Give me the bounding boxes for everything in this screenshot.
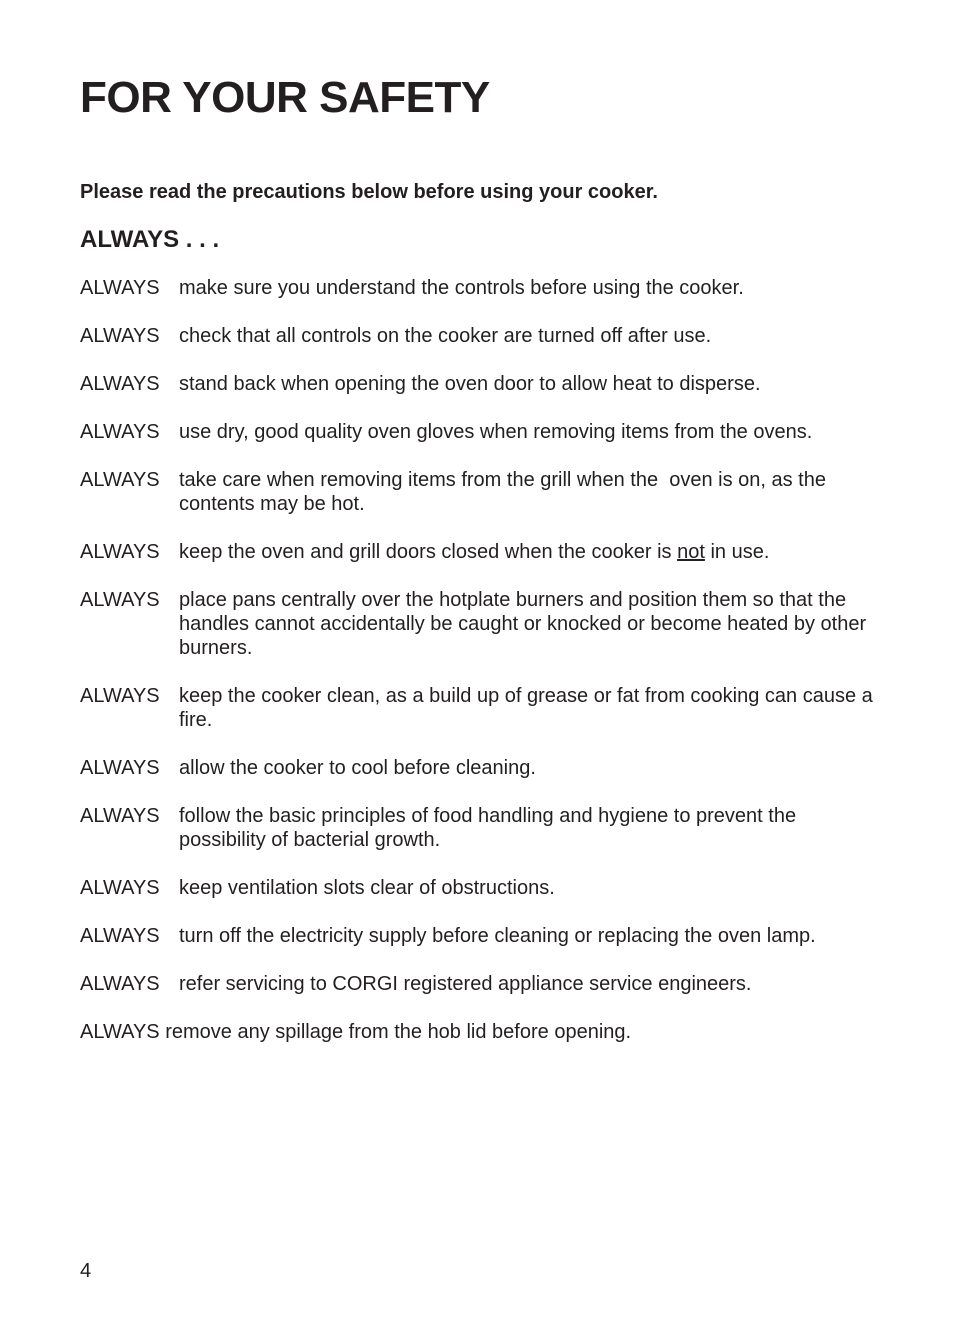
item-text: follow the basic principles of food handling and hygiene to prevent the possibility of bacterial growth. <box>179 805 797 851</box>
list-item <box>80 324 880 348</box>
item-text: keep ventilation slots clear of obstructions. <box>179 877 555 899</box>
item-keyword: ALWAYS <box>80 541 160 563</box>
item-text: take care when removing items from the grill when the oven is on, as the contents may be hot. <box>179 469 832 515</box>
item-text: make sure you understand the controls before using the cooker. <box>179 277 744 299</box>
underlined-word: not <box>677 541 705 563</box>
item-keyword: ALWAYS <box>80 757 160 779</box>
item-keyword: ALWAYS <box>80 877 160 899</box>
list-item <box>80 804 880 852</box>
list-item <box>80 1020 880 1044</box>
item-text: stand back when opening the oven door to allow heat to disperse. <box>179 373 761 395</box>
page-title: FOR YOUR SAFETY <box>80 73 490 122</box>
list-item <box>80 876 880 900</box>
precautions-list <box>80 276 880 1068</box>
list-item <box>80 420 880 444</box>
item-text: keep the cooker clean, as a build up of grease or fat from cooking can cause a fire. <box>179 685 873 731</box>
list-item <box>80 756 880 780</box>
item-text: refer servicing to CORGI registered appliance service engineers. <box>179 973 752 995</box>
item-keyword: ALWAYS <box>80 277 160 299</box>
list-item <box>80 540 880 564</box>
intro-text: Please read the precautions below before using your cooker. <box>80 181 658 203</box>
item-text: place pans centrally over the hotplate burners and position them so that the handles cannot accidentally be caught or knocked or become heated by other burners. <box>179 589 867 659</box>
item-keyword: ALWAYS <box>80 973 160 995</box>
page-number: 4 <box>80 1260 92 1282</box>
item-text: turn off the electricity supply before cleaning or replacing the oven lamp. <box>179 925 816 947</box>
list-item <box>80 276 880 300</box>
item-text: check that all controls on the cooker are turned off after use. <box>179 325 712 347</box>
item-text: allow the cooker to cool before cleaning. <box>179 757 536 779</box>
item-keyword: ALWAYS <box>80 469 160 491</box>
list-item <box>80 972 880 996</box>
item-keyword: ALWAYS <box>80 589 160 611</box>
item-keyword: ALWAYS <box>80 805 160 827</box>
item-keyword: ALWAYS <box>80 421 160 443</box>
item-keyword: ALWAYS <box>80 925 160 947</box>
list-item <box>80 468 880 516</box>
item-keyword: ALWAYS <box>80 1021 166 1043</box>
list-item <box>80 588 880 660</box>
item-text: remove any spillage from the hob lid before opening. <box>165 1021 632 1043</box>
item-text: use dry, good quality oven gloves when removing items from the ovens. <box>179 421 813 443</box>
item-text-after: in use. <box>704 541 770 563</box>
item-keyword: ALWAYS <box>80 373 160 395</box>
item-text <box>179 540 880 564</box>
section-heading: ALWAYS . . . <box>80 226 220 253</box>
item-keyword: ALWAYS <box>80 685 160 707</box>
list-item <box>80 372 880 396</box>
list-item <box>80 924 880 948</box>
item-text-before: keep the oven and grill doors closed when the cooker is <box>179 541 678 563</box>
item-keyword: ALWAYS <box>80 325 160 347</box>
list-item <box>80 684 880 732</box>
